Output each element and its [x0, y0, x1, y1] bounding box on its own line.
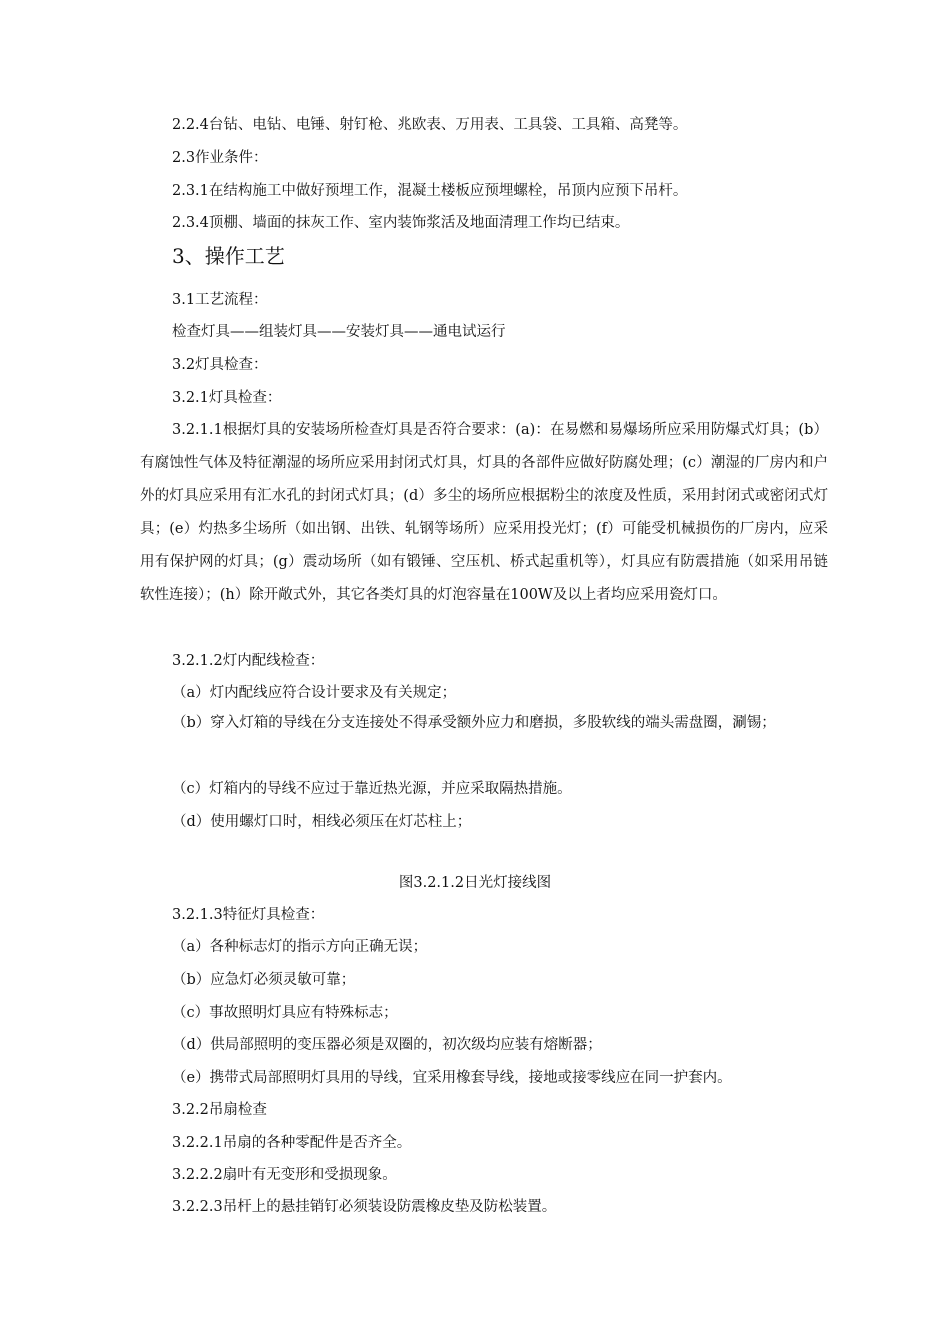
text-line-2-3-4: 2.3.4顶棚、墙面的抹灰工作、室内装饰浆活及地面清理工作均已结束。	[172, 215, 630, 231]
text-line-3-2-1-2: 3.2.1.2灯内配线检查：	[172, 653, 325, 669]
text-line-3-2-1-2-a: （a）灯内配线应符合设计要求及有关规定；	[172, 685, 457, 701]
text-line-3-2: 3.2灯具检查：	[172, 357, 268, 373]
text-line-3-2-2: 3.2.2吊扇检查	[172, 1102, 267, 1118]
text-line-process-flow: 检查灯具——组装灯具——安装灯具——通电试运行	[172, 324, 506, 340]
section-heading: 3、操作工艺	[172, 244, 285, 268]
text-line-2-2-4: 2.2.4台钻、电钻、电锤、射钉枪、兆欧表、万用表、工具袋、工具箱、高凳等。	[172, 117, 688, 133]
text-line-3-2-1: 3.2.1灯具检查：	[172, 390, 282, 406]
text-line-3-2-2-1: 3.2.2.1吊扇的各种零配件是否齐全。	[172, 1135, 412, 1151]
text-line-3-2-1-2-d: （d）使用螺灯口时，相线必须压在灯芯柱上；	[172, 814, 472, 830]
text-line-3-2-1-3-d: （d）供局部照明的变压器必须是双圈的，初次级均应装有熔断器；	[172, 1037, 602, 1053]
text-line-3-2-1-3-a: （a）各种标志灯的指示方向正确无误；	[172, 939, 428, 955]
text-line-3-2-1-3-c: （c）事故照明灯具应有特殊标志；	[172, 1005, 398, 1021]
text-line-2-3-1: 2.3.1在结构施工中做好预埋工作，混凝土楼板应预埋螺栓，吊顶内应预下吊杆。	[172, 183, 688, 199]
text-line-3-1: 3.1工艺流程：	[172, 292, 268, 308]
text-line-3-2-1-3-b: （b）应急灯必须灵敏可靠；	[172, 972, 356, 988]
text-line-2-3: 2.3作业条件：	[172, 150, 268, 166]
text-line-3-2-1-2-c: （c）灯箱内的导线不应过于靠近热光源，并应采取隔热措施。	[172, 781, 572, 797]
paragraph-3-2-1-2-b: （b）穿入灯箱的导线在分支连接处不得承受额外应力和磨损，多股软线的端头需盘圈，涮锡；	[172, 715, 776, 731]
text-line-3-2-2-3: 3.2.2.3吊杆上的悬挂销钉必须装设防震橡皮垫及防松装置。	[172, 1199, 557, 1215]
paragraph-3-2-1-1: 3.2.1.1根据灯具的安装场所检查灯具是否符合要求：(a)：在易燃和易爆场所应采用防爆式灯具；(b）有腐蚀性气体及特征潮湿的场所应采用封闭式灯具，灯具的各部件应做好防腐处理；(c）潮湿的厂房内和户外的灯具应采用有汇水孔的封闭式灯具；(d）多尘的场所应根据粉尘的浓度及性质，采用封闭式或密闭式灯具；(e）灼热多尘场所（如出钢、出铁、轧钢等场所）应采用投光灯；(f）可能受机械损伤的厂房内，应采用有保护网的灯具；(g）震动场所（如有锻锤、空压机、桥式起重机等），灯具应有防震措施（如采用吊链软性连接）；(h）除开敞式外，其它各类灯具的灯泡容量在100W及以上者均应采用瓷灯口。	[140, 422, 828, 603]
text-line-3-2-1-3-e: （e）携带式局部照明灯具用的导线，宜采用橡套导线，接地或接零线应在同一护套内。	[172, 1070, 732, 1086]
text-line-3-2-2-2: 3.2.2.2扇叶有无变形和受损现象。	[172, 1167, 397, 1183]
text-line-3-2-1-3: 3.2.1.3特征灯具检查：	[172, 907, 325, 923]
figure-caption: 图3.2.1.2日光灯接线图	[398, 875, 552, 891]
